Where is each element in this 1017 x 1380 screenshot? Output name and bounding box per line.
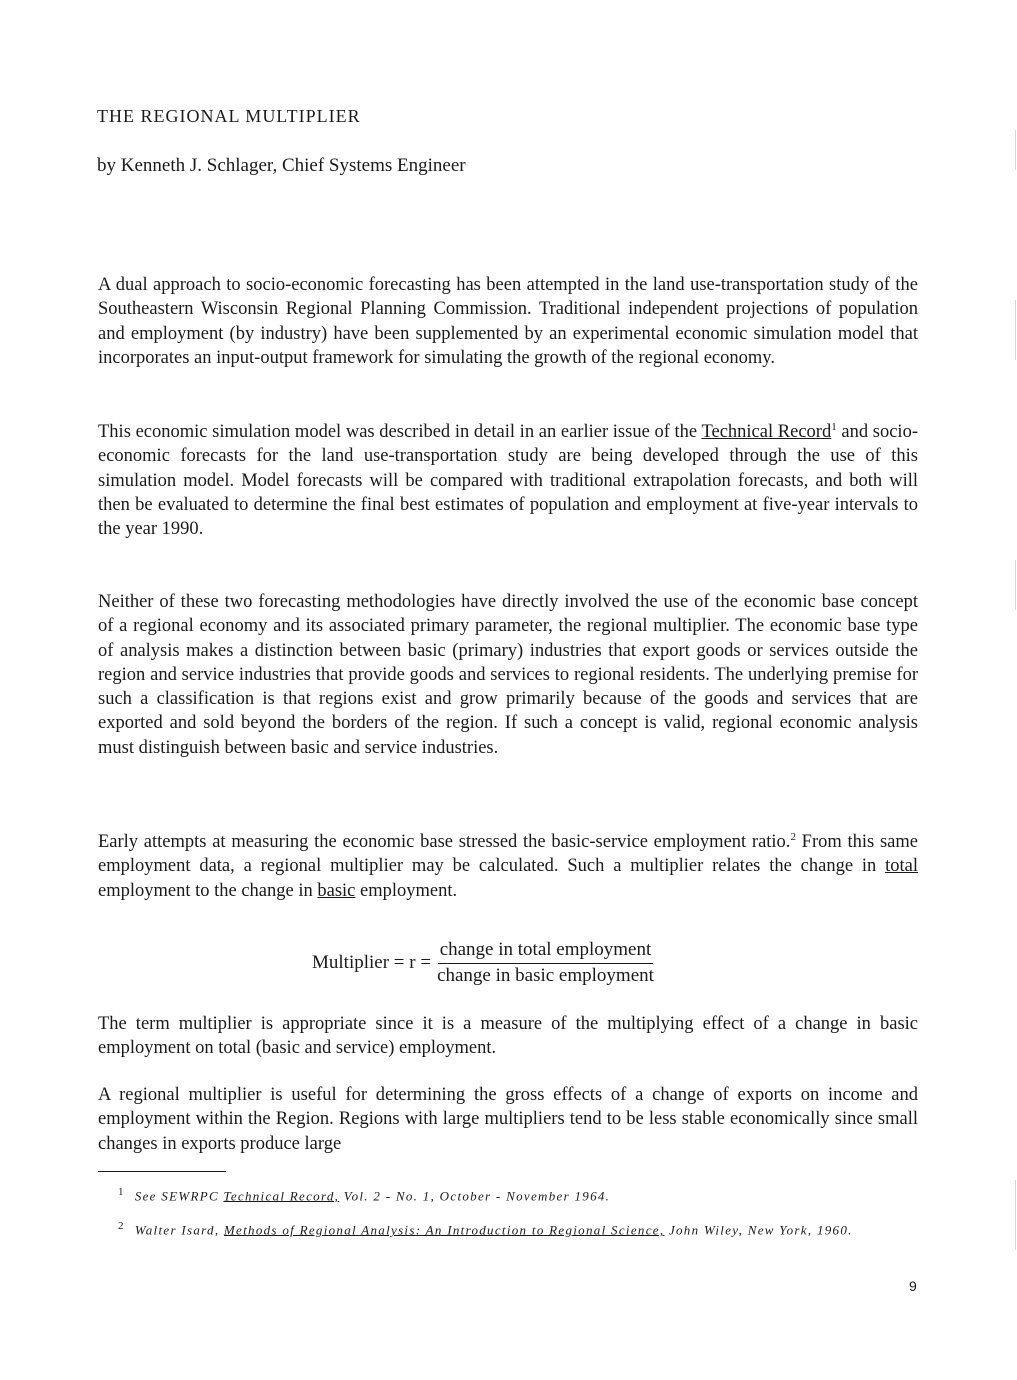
scan-edge-mark — [1015, 130, 1016, 170]
paragraph-2 — [98, 420, 918, 541]
paragraph-4 — [98, 830, 918, 903]
paragraph-3: Neither of these two forecasting methodologies have directly involved the use of the economic base concept of a regional economy and its associated primary parameter, the regional multiplier. The economic base type of analysis makes a distinction between basic (primary) industries that export goods or services outside the region and service industries that provide goods and services to regional residents. The underlying premise for such a classification is that regions exist and grow primarily because of the goods and services that are exported and sold beyond the borders of the region. If such a concept is valid, regional economic analysis must distinguish between basic and service industries. — [98, 592, 918, 758]
paragraph-4-text: From this same employment data, a regional multiplier may be calculated. Such a multiplier relates the change in — [98, 832, 918, 877]
scan-edge-mark — [1015, 1180, 1016, 1250]
paragraph-2-text: This economic simulation model was described in detail in an earlier issue of the — [98, 422, 702, 442]
footnote-2-text: John Wiley, New York, 1960. — [664, 1222, 853, 1238]
formula-fraction — [437, 939, 654, 987]
footnote-2-number: 2 — [118, 1220, 125, 1232]
paragraph-4-text: employment to the change in — [98, 880, 318, 901]
footnote-2 — [98, 1214, 918, 1242]
footnote-1-number: 1 — [118, 1186, 125, 1198]
footnote-2-title: Methods of Regional Analysis: An Introduction to Regional Science, — [223, 1222, 665, 1238]
formula-denominator: change in basic employment — [437, 965, 654, 986]
footnote-ref-1: 1 — [831, 420, 837, 433]
paragraph-6: A regional multiplier is useful for determining the gross effects of a change of exports on income and employment within the Region. Regions with large multipliers tend to be less stable economically since small changes in exports produce large — [98, 1085, 918, 1154]
paragraph-4-text: employment. — [355, 880, 458, 901]
footnote-1 — [98, 1180, 918, 1208]
author-byline: by Kenneth J. Schlager, Chief Systems Engineer — [97, 155, 466, 176]
footnote-1-title: Technical Record, — [223, 1188, 340, 1204]
paragraph-2-text: and socio-economic forecasts for the land use-transportation study are being developed through the use of this simulation model. Model forecasts will be compared with traditional extrapolation forecasts, and both will then be evaluated to determine the final best estimates of population and employment at five-year intervals to the year 1990. — [98, 422, 918, 540]
technical-record-reference: Technical Record — [701, 422, 832, 442]
emphasis-total: total — [885, 856, 918, 877]
footnote-ref-2: 2 — [790, 830, 796, 843]
formula-lhs: Multiplier = r = — [312, 952, 432, 973]
emphasis-basic: basic — [317, 880, 356, 901]
scan-edge-mark — [1015, 300, 1016, 360]
article-title: THE REGIONAL MULTIPLIER — [97, 106, 361, 126]
paragraph-1: A dual approach to socio-economic forecasting has been attempted in the land use-transportation study of the Southeastern Wisconsin Regional Planning Commission. Traditional independent projections of population and employment (by industry) have been supplemented by an experimental economic simulation model that incorporates an input-output framework for simulating the growth of the regional economy. — [98, 275, 918, 368]
footnote-divider — [98, 1171, 226, 1172]
formula-numerator: change in total employment — [438, 939, 654, 964]
scan-edge-mark — [1015, 560, 1016, 610]
page-number: 9 — [909, 1278, 917, 1294]
footnote-1-text: Vol. 2 - No. 1, October - November 1964. — [339, 1188, 611, 1204]
paragraph-5: The term multiplier is appropriate since it is a measure of the multiplying effect of a change in basic employment on total (basic and service) employment. — [98, 1014, 918, 1059]
footnote-1-text: See SEWRPC — [134, 1188, 224, 1204]
footnote-2-text: Walter Isard, — [134, 1222, 224, 1238]
multiplier-formula — [312, 940, 654, 986]
paragraph-4-text: Early attempts at measuring the economic base stressed the basic-service employment ratio. — [98, 832, 791, 852]
